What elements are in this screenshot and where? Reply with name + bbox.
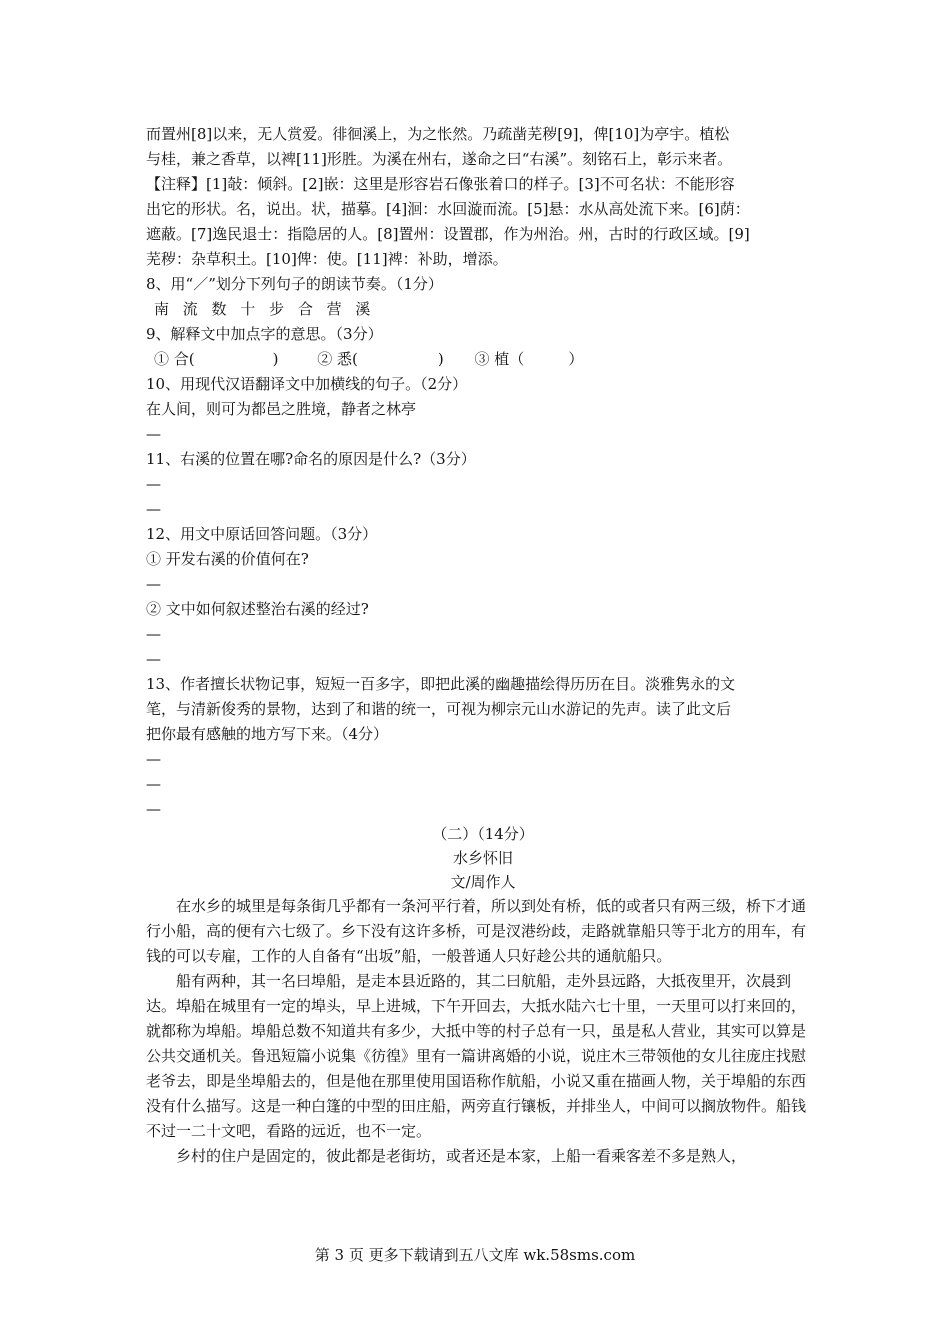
answer-blank[interactable]: — — [146, 800, 161, 818]
question-12-sub2: ② 文中如何叙述整治右溪的经过? — [146, 600, 369, 618]
question-10-sentence: 在人间，则可为都邑之胜境，静者之林亭 — [146, 400, 417, 418]
article-paragraph: 在水乡的城里是每条街几乎都有一条河平行着，所以到处有桥，低的或者只有两三级，桥下才通行小船，高的便有六七级了。乡下没有这许多桥，可是汊港纷歧，走路就靠船只等于北方的用车，有钱的可以专雇，工作的人自备有“出坂”船，一般普通人只好趁公共的通航船只。 — [146, 897, 807, 965]
section-heading: （二）（14分） — [432, 825, 534, 843]
option-xi-close: ) — [437, 350, 444, 368]
article-author: 文/周作人 — [450, 873, 516, 891]
question-13-line: 笔，与清新俊秀的景物，达到了和谐的统一，可视为柳宗元山水游记的先声。读了此文后 — [146, 700, 732, 718]
option-he-close: ) — [272, 350, 279, 368]
answer-blank[interactable]: — — [146, 475, 161, 493]
notes-line: 出它的形状。名，说出。状，描摹。[4]洄：水回漩而流。[5]悬：水从高处流下来。[6]荫： — [146, 200, 750, 218]
question-9-prompt: 9、解释文中加点字的意思。（3分） — [146, 325, 383, 343]
answer-blank[interactable]: — — [146, 575, 161, 593]
answer-blank[interactable]: — — [146, 425, 161, 443]
answer-blank[interactable]: — — [146, 625, 161, 643]
option-xi: ② 悉( — [317, 350, 358, 368]
question-12-prompt: 12、用文中原话回答问题。（3分） — [146, 525, 378, 543]
question-12-sub1: ① 开发右溪的价值何在? — [146, 550, 309, 568]
option-zhi: ③ 植（ — [474, 350, 525, 368]
article-title: 水乡怀旧 — [452, 849, 513, 867]
answer-blank[interactable]: — — [146, 500, 161, 518]
passage-line: 与桂，兼之香草，以裨[11]形胜。为溪在州右，遂命之曰“右溪”。刻铭石上，彰示来者。 — [146, 150, 733, 168]
page-content — [146, 122, 820, 1169]
notes-line: 芜秽：杂草积土。[10]俾：使。[11]裨：补助，增添。 — [146, 250, 508, 268]
notes-line: 遮蔽。[7]逸民退士：指隐居的人。[8]置州：设置郡，作为州治。州，古时的行政区域。[9] — [146, 225, 750, 243]
question-13-line: 13、作者擅长状物记事，短短一百多字，即把此溪的幽趣描绘得历历在目。淡雅隽永的文 — [146, 675, 736, 693]
passage-line: 而置州[8]以来，无人赏爱。徘徊溪上，为之怅然。乃疏凿芜秽[9]，俾[10]为亭宇。植松 — [146, 125, 730, 143]
question-11-prompt: 11、右溪的位置在哪?命名的原因是什么?（3分） — [146, 450, 476, 468]
notes-line: 【注释】[1]敧：倾斜。[2]嵌：这里是形容岩石像张着口的样子。[3]不可名状：不能形容 — [146, 175, 735, 193]
article-paragraph: 乡村的住户是固定的，彼此都是老街坊，或者还是本家，上船一看乘客差不多是熟人， — [176, 1147, 747, 1165]
option-zhi-close: ） — [568, 350, 584, 368]
page-footer: 第 3 页 更多下载请到五八文库 wk.58sms.com — [314, 1246, 636, 1264]
question-9-options — [146, 347, 820, 372]
question-10-prompt: 10、用现代汉语翻译文中加横线的句子。（2分） — [146, 375, 468, 393]
article-paragraph: 船有两种，其一名曰埠船，是走本县近路的，其二曰航船，走外县远路，大抵夜里开，次晨到达。埠船在城里有一定的埠头，早上进城，下午开回去，大抵水陆六七十里，一天里可以打来回的，就都称为埠船。埠船总数不知道共有多少，大抵中等的村子总有一只，虽是私人营业，其实可以算是公共交通机关。鲁迅短篇小说集《彷徨》里有一篇讲离婚的小说，说庄木三带领他的女儿往庞庄找慰老爷去，即是坐埠船去的，但是他在那里使用国语称作航船，小说又重在描画人物，关于埠船的东西没有什么描写。这是一种白篷的中型的田庄船，两旁直行镶板，并排坐人，中间可以搁放物件。船钱不过一二十文吧，看路的远近，也不一定。 — [146, 972, 807, 1140]
option-he: ① 合( — [154, 350, 195, 368]
question-13-line: 把你最有感触的地方写下来。（4分） — [146, 725, 389, 743]
question-8-sentence: 南 流 数 十 步 合 营 溪 — [154, 300, 375, 318]
answer-blank[interactable]: — — [146, 650, 161, 668]
answer-blank[interactable]: — — [146, 750, 161, 768]
question-8-prompt: 8、用“／”划分下列句子的朗读节奏。（1分） — [146, 275, 443, 293]
answer-blank[interactable]: — — [146, 775, 161, 793]
